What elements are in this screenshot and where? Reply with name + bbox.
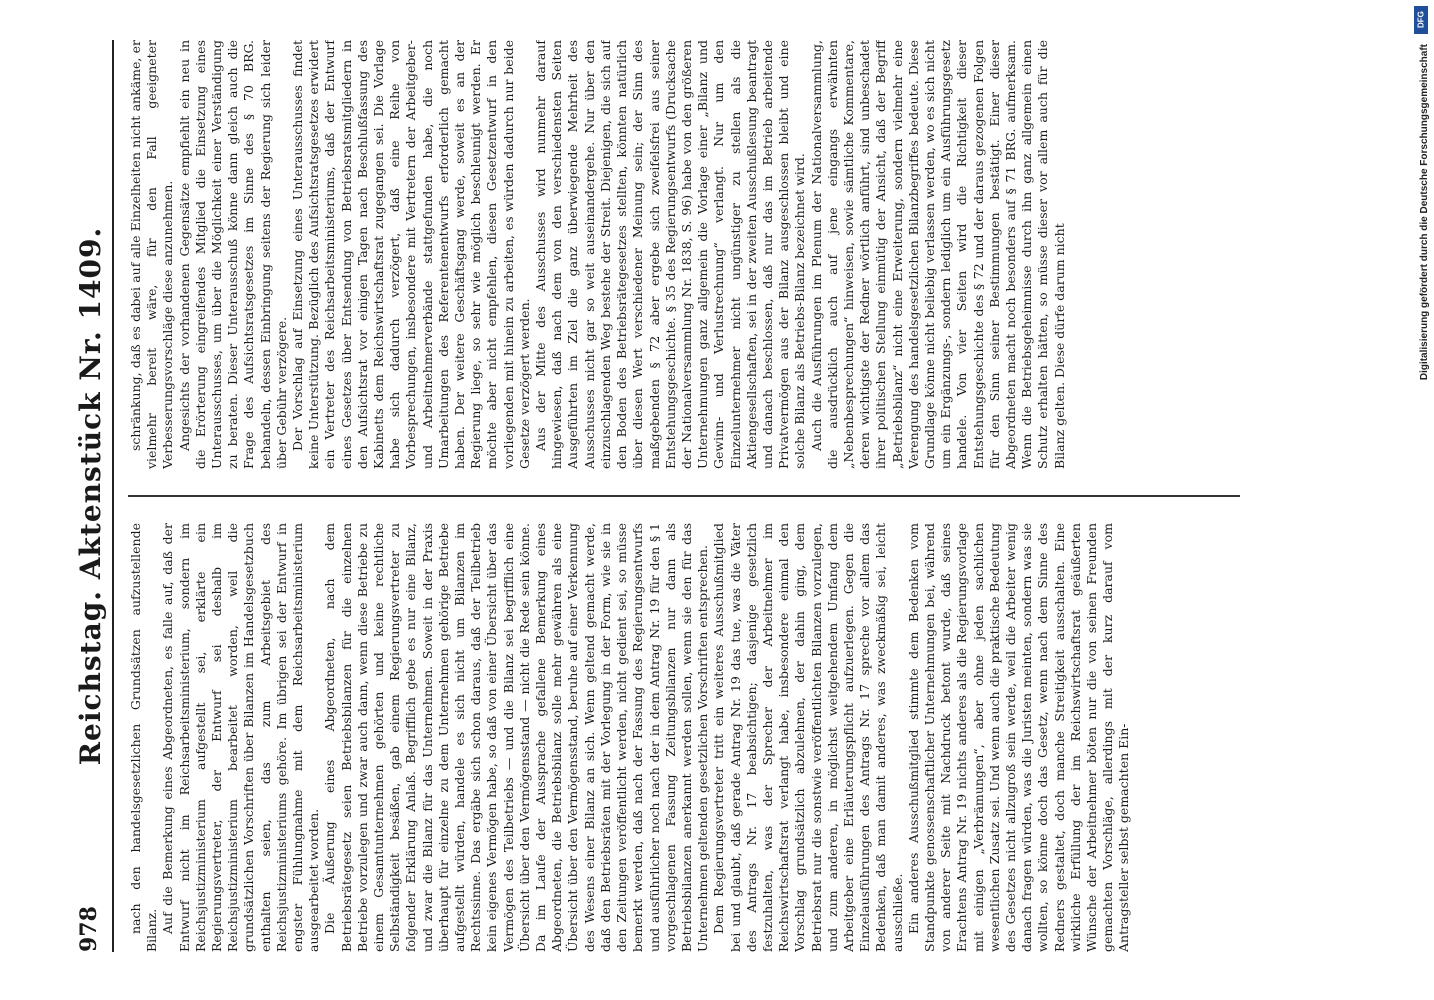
paragraph: Die Äußerung eines Abgeordneten, nach dem Betriebsrätegesetz seien Betriebsbilanzen für die einzelnen Betriebe vorzulegen und zwar auch dann, wenn diese Betriebe zu einem Gesamtunternehmen gehörten und keine rechtliche Selbständigkeit besäßen, gab einem Regierungsvertreter zu folgender Erklärung Anlaß. Begrifflich gebe es nur eine Bilanz, und zwar die Bilanz für das Unternehmen. Soweit in der Praxis überhaupt für einzelne zu dem Unternehmen gehörige Betriebe aufgestellt würden, handele es sich nicht um Bilanzen im Rechtssinne. Das ergäbe sich schon daraus, daß der Teilbetrieb kein eigenes Vermögen habe, so daß von einer Übersicht über das Vermögen des Teilbetriebs — und die Bilanz sei begrifflich eine Übersicht über den Vermögensstand — nicht die Rede sein könne. Da im Laufe der Aussprache gefallene Bemerkung eines Abgeordneten, die Betriebsbilanz solle mehr gewähren als eine Übersicht über den Vermögensstand, beruhe auf einer Verkennung des Wesens einer Bilanz an sich. Wenn geltend gemacht werde, daß den Betriebsräten mit der Vorlegung in der Form, wie sie in den Zeitungen veröffentlicht werden, nicht gedient sei, so müsse bemerkt werden, daß nach der Fassung des Regierungsentwurfs und ausführlicher noch nach der in dem Antrag Nr. 19 für den § 1 vorgeschlagenen Fassung Zeitungsbilanzen nur dann als Betriebsbilanzen anerkannt werden sollen, wenn sie den für das Unternehmen geltenden gesetzlichen Vorschriften entsprechen. bbox=[322, 523, 711, 952]
paragraph: nach den handelsgesetzlichen Grundsätzen aufzustellende Bilanz. bbox=[128, 523, 160, 952]
dfg-logo: DFG bbox=[1414, 6, 1428, 34]
page-content bbox=[70, 40, 1240, 952]
column-right bbox=[128, 40, 1240, 469]
column-divider bbox=[128, 495, 1240, 497]
text-columns bbox=[128, 40, 1240, 952]
paragraph: Auch die Ausführungen im Plenum der Nationalversammlung, die ausdrücklich auch auf jene eingangs erwähnten „Nebenbesprechungen“ hinweisen, sowie sämtliche Kommentare, deren wichtigste der Redner wörtlich anführt, sind unbeschadet ihrer politischen Stellung einmütig der Ansicht, daß der Begriff „Betriebsbilanz“ nicht eine Erweiterung, sondern vielmehr eine Verengung des handelsgesetzlichen Bilanzbegriffes bedeute. Diese Grundlage könne nicht beliebig verlassen werden, wo es sich nicht um ein Ergänzungs-, sondern lediglich um ein Ausführungsgesetz handele. Von vier Seiten wird die Richtigkeit dieser Entstehungsgeschichte des § 72 und der daraus gezogenen Folgen für den Sinn seiner Bestimmungen bestätigt. Einer dieser Abgeordneten macht noch besonders auf § 71 BRG. aufmerksam. Wenn die Betriebsgeheimnisse durch ihn ganz allgemein einen Schutz erhalten hätten, so müsse dieser vor allem auch für die Bilanz gelten. Diese dürfe darum nicht bbox=[808, 40, 1067, 469]
column-left bbox=[128, 523, 1240, 952]
paragraph: Ein anderes Ausschußmitglied stimmte dem Bedenken vom Standpunkte genossenschaftlicher Unternehmungen bei, während von anderer Seite mit Nachdruck betont wurde, daß seines Erachtens Antrag Nr. 19 nichts anderes als die Regierungsvorlage mit einigen „Verbrämungen“, aber ohne jeden sachlichen wesentlichen Zusatz sei. Und wenn auch die praktische Bedeutung des Gesetzes nicht allzugroß sein werde, weil die Arbeiter wenig danach fragen würden, was die Juristen meinten, sondern was sie wollten, so könne doch das Gesetz, wenn nach dem Sinne des Redners gestaltet, doch manche Streitigkeit ausschalten. Eine wirkliche Erfüllung der im Reichswirtschaftsrat geäußerten Wünsche der Arbeitnehmer böten nur die von seinen Freunden gemachten Vorschläge, allerdings mit der kurz darauf vom Antragsteller selbst gemachten Ein- bbox=[905, 523, 1132, 952]
page-number: 978 bbox=[76, 906, 102, 952]
digitization-sidebar bbox=[1404, 0, 1434, 1000]
paragraph: Auf die Bemerkung eines Abgeordneten, es falle auf, daß der Entwurf nicht im Reichsarbeitsministerium, sondern im Reichsjustizministerium aufgestellt sei, erklärte ein Regierungsvertreter, der Entwurf sei deshalb im Reichsjustizministerium bearbeitet worden, weil die grundsätzlichen Vorschriften über Bilanzen im Handelsgesetzbuch enthalten seien, das zum Arbeitsgebiet des Reichsjustizministeriums gehöre. Im übrigen sei der Entwurf in engster Fühlungnahme mit dem Reichsarbeitsministerium ausgearbeitet worden. bbox=[160, 523, 322, 952]
page-header bbox=[70, 40, 114, 952]
paragraph: Der Vorschlag auf Einsetzung eines Unterausschusses findet keine Unterstützung. Bezüglich des Aufsichtsratsgesetzes erwidert ein Vertreter des Reichsarbeitsministeriums, daß der Entwurf eines Gesetzes über Entsendung von Betriebsratsmitgliedern in den Aufsichtsrat vor einigen Tagen nach Beschlußfassung des Kabinetts dem Reichswirtschaftsrat zugegangen sei. Die Vorlage habe sich dadurch verzögert, daß eine Reihe von Vorbesprechungen, insbesondere mit Vertretern der Arbeitgeber- und Arbeitnehmerverbände stattgefunden habe, die noch Umarbeitungen des Referentenentwurfs erforderlich gemacht haben. Der weitere Geschäftsgang werde, soweit es an der Regierung liege, so sehr wie möglich beschleunigt werden. Er möchte aber nicht empfehlen, diesen Gesetzentwurf in den vorliegenden mit hinein zu arbeiten, es würden dadurch nur beide Gesetze verzögert werden. bbox=[290, 40, 532, 469]
paragraph: schränkung, daß es dabei auf alle Einzelheiten nicht ankäme, er vielmehr bereit wäre, für den Fall geeigneter Verbesserungsvorschläge diese anzunehmen. bbox=[128, 40, 176, 469]
paragraph: Angesichts der vorhandenen Gegensätze empfiehlt ein neu in die Erörterung eingreifendes Mitglied die Einsetzung eines Unterausschusses, um über die Möglichkeit einer Verständigung zu beraten. Dieser Unterausschuß könne dann gleich auch die Frage des Aufsichtsratsgesetzes im Sinne des § 70 BRG. behandeln, dessen Einbringung seitens der Regierung sich leider über Gebühr verzögere. bbox=[176, 40, 289, 469]
digitization-credit: Digitalisierung gefördert durch die Deutsche Forschungsgemeinschaft bbox=[1419, 44, 1430, 381]
page-title: Reichstag. Aktenstück Nr. 1409. bbox=[74, 226, 107, 766]
paragraph: Aus der Mitte des Ausschusses wird nunmehr darauf hingewiesen, daß nach dem von den verschiedensten Seiten Ausgeführten im Ziel die ganz überwiegende Mehrheit des Ausschusses nicht gar so weit auseinandergehe. Nur über den einzuschlagenden Weg bestehe der Streit. Diejenigen, die sich auf den Boden des Betriebsrätegesetzes stellten, könnten natürlich über diesen Wert verschiedener Meinung sein; der Sinn des maßgebenden § 72 aber ergebe sich zweifelsfrei aus seiner Entstehungsgeschichte. § 35 des Regierungsentwurfs (Drucksache der Nationalversammlung Nr. 1838, S. 96) habe von den größeren Unternehmungen ganz allgemein die Vorlage einer „Bilanz und Gewinn- und Verlustrechnung“ verlangt. Nur um den Einzelunternehmer nicht ungünstiger zu stellen als die Aktiengesellschaften, sei in der zweiten Ausschußlesung beantragt und danach beschlossen, daß nur das im Betrieb arbeitende Privatvermögen aus der Bilanz ausgeschlossen bleibt und eine solche Bilanz als Betriebs-Bilanz bezeichnet wird. bbox=[533, 40, 808, 469]
paragraph: Dem Regierungsvertreter tritt ein weiteres Ausschußmitglied bei und glaubt, daß gerade Antrag Nr. 19 das tue, was die Väter des Antrags Nr. 17 beabsichtigen; dasjenige gesetzlich festzuhalten, was der Sprecher der Arbeitnehmer im Reichswirtschaftsrat verlangt habe, insbesondere einmal den Vorschlag grundsätzlich abzulehnen, der dahin ging, dem Betriebsrat nur die sonstwie veröffentlichten Bilanzen vorzulegen, und zum anderen, in möglichst weitgehendem Umfang dem Arbeitgeber eine Erläuterungspflicht aufzuerlegen. Gegen die Einzelausführungen des Antrags Nr. 17 spreche vor allem das Bedenken, daß man damit anderes, was zweckmäßig sei, leicht ausschließe. bbox=[711, 523, 905, 952]
